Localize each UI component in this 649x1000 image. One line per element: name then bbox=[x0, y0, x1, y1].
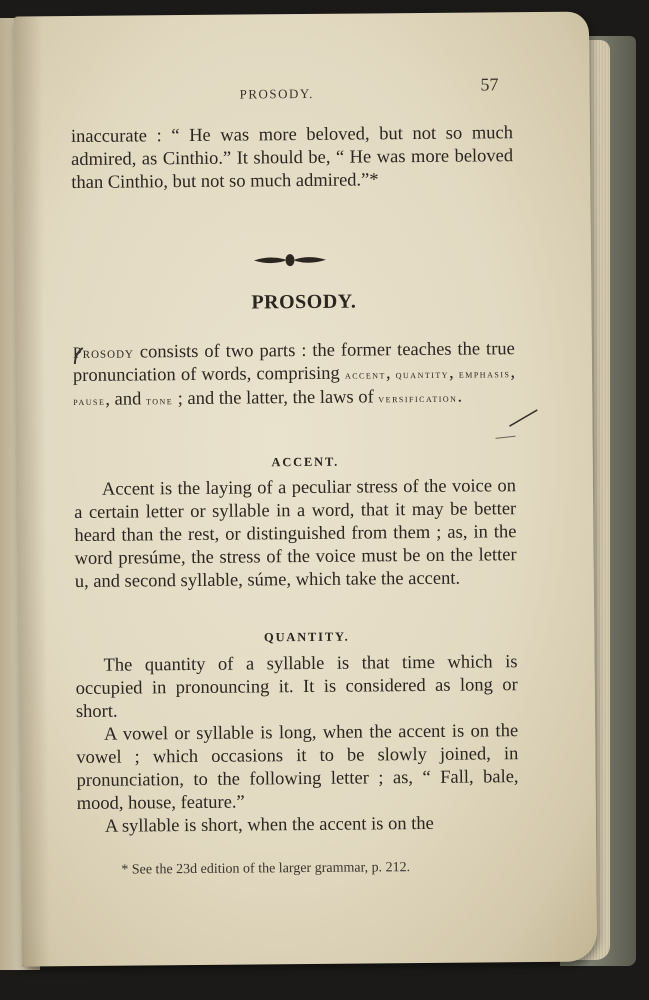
footnote: * See the 23d edition of the larger grammar, p. 212. bbox=[121, 860, 411, 878]
intro-separator: , and bbox=[105, 389, 147, 410]
running-head: PROSODY. bbox=[239, 85, 314, 102]
intro-separator: , bbox=[448, 362, 459, 383]
accent-paragraph: Accent is the laying of a peculiar stress of the voice on a certain letter or syllable in a word, that it may be better heard than the rest, or distinguished from them ; as, in the word presúme, the stress of the voice must be on the letter u, and second syllable, súme, which take the accent. bbox=[74, 476, 517, 593]
intro-separator: , bbox=[385, 363, 396, 384]
accent-heading: ACCENT. bbox=[271, 454, 340, 470]
term-tone: tone bbox=[145, 393, 174, 408]
quantity-paragraph-2: A vowel or syllable is long, when the accent is on the vowel ; which occasions it to be slowly joined, in pronunciation, to the following letter ; as, “ Fall, bale, mood, house, feature.” bbox=[76, 721, 519, 815]
term-versification: versification bbox=[378, 390, 458, 406]
quantity-section bbox=[75, 651, 519, 839]
term-accent: accent bbox=[344, 367, 386, 382]
intro-text-part2: ; and the latter, the laws of bbox=[173, 387, 379, 410]
term-quantity: quantity bbox=[395, 366, 450, 382]
decorative-ornament bbox=[252, 252, 328, 269]
opening-paragraph: inaccurate : “ He was more beloved, but not so much admired, as Cinthio.” It should be, “ He was more beloved than Cinthio, but not so much admired.”* bbox=[70, 123, 514, 194]
prosody-intro-paragraph bbox=[73, 338, 516, 413]
section-title: PROSODY. bbox=[251, 290, 357, 314]
quantity-heading: QUANTITY. bbox=[263, 629, 350, 645]
book-page bbox=[14, 12, 597, 967]
intro-lead-word: Prosody bbox=[72, 344, 135, 363]
page-number: 57 bbox=[480, 74, 499, 95]
quantity-paragraph-1: The quantity of a syllable is that time which is occupied in pronouncing it. It is considered as long or short. bbox=[75, 652, 518, 723]
term-pause: pause bbox=[73, 393, 106, 409]
intro-text-part1: consists of two parts : the former teaches the true pronunciation of words, comprising bbox=[72, 339, 515, 387]
intro-end: . bbox=[457, 386, 463, 407]
term-emphasis: emphasis bbox=[458, 366, 511, 381]
quantity-paragraph-3: A syllable is short, when the accent is on the bbox=[104, 813, 434, 837]
intro-separator: , bbox=[510, 362, 516, 383]
